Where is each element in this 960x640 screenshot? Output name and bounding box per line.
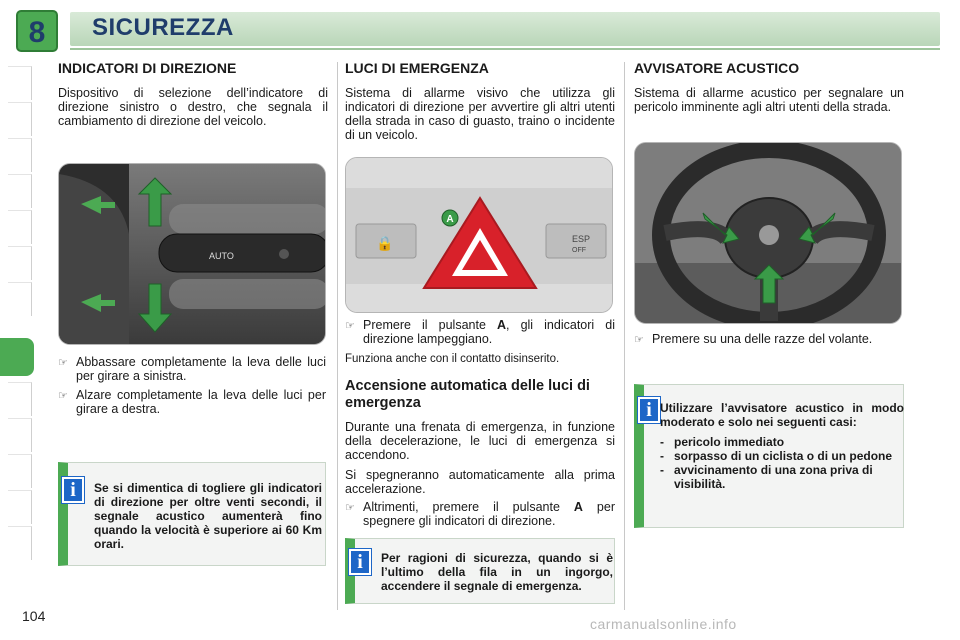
horn-title: AVVISATORE ACUSTICO	[634, 60, 800, 76]
chapter-tab[interactable]	[8, 102, 32, 136]
horn-info-list	[660, 435, 904, 491]
chapter-badge	[14, 8, 60, 54]
hazard-note: Funziona anche con il contatto disinserito.	[345, 353, 560, 365]
chapter-tab[interactable]	[8, 526, 32, 560]
hazard-section	[345, 60, 615, 142]
chapter-tab[interactable]	[8, 282, 32, 316]
hazard-title: LUCI DI EMERGENZA	[345, 60, 489, 76]
list-item: - avvicinamento di una zona priva di visibilità.	[660, 463, 873, 491]
auto-hazard-p2: Si spegneranno automaticamente alla prima accelerazione.	[345, 468, 615, 496]
auto-hazard-p1: Durante una frenata di emergenza, in funzione della decelerazione, le luci di emergenza si accendono.	[345, 420, 615, 462]
watermark: carmanualsonline.info	[590, 616, 737, 632]
direction-info-text: Se si dimentica di togliere gli indicatori di direzione per oltre venti secondi, il segnale acustico aumenterà fino quando la velocità è superiore ai 60 Km orari.	[94, 481, 322, 551]
direction-section	[58, 60, 328, 128]
chapter-tab[interactable]	[8, 138, 32, 172]
button-a-label: A	[446, 214, 454, 225]
esp-off-label: OFF	[572, 247, 586, 254]
chapter-tab[interactable]	[8, 210, 32, 244]
pointer-icon: ☞	[345, 320, 355, 332]
horn-section	[634, 60, 904, 114]
info-icon: i	[638, 397, 660, 423]
list-item: ☞ Premere il pulsante A, gli indicatori di direzione lampeggiano.	[345, 318, 615, 346]
pointer-icon: ☞	[345, 502, 355, 514]
direction-title: INDICATORI DI DIREZIONE	[58, 60, 237, 76]
hazard-instructions	[345, 318, 615, 528]
chapter-number: 8	[28, 16, 46, 49]
list-item: ☞ Alzare completamente la leva delle luci per girare a destra.	[58, 388, 326, 416]
chapter-tabs	[0, 66, 34, 586]
pointer-icon: ☞	[58, 357, 68, 369]
page-number: 104	[22, 608, 46, 624]
chapter-tab[interactable]	[8, 490, 32, 524]
info-icon: i	[62, 477, 84, 503]
chapter-tab[interactable]	[8, 418, 32, 452]
chapter-tab[interactable]	[8, 382, 32, 416]
chapter-tab[interactable]	[8, 246, 32, 280]
list-item: - pericolo immediato	[660, 435, 785, 449]
direction-instructions	[58, 355, 326, 416]
pointer-icon: ☞	[58, 390, 68, 402]
direction-intro: Dispositivo di selezione dell’indicatore di direzione sinistro o destro, che segnala il cambiamento di direzione del veicolo.	[58, 86, 328, 128]
horn-info-intro: Utilizzare l’avvisatore acustico in modo moderato e solo nei seguenti casi:	[660, 401, 904, 429]
brand-logo-icon	[759, 225, 779, 245]
column-divider	[337, 62, 338, 610]
chapter-tab[interactable]	[8, 454, 32, 488]
hazard-info-text: Per ragioni di sicurezza, quando si è l’ultimo della fila in un ingorgo, accendere il segnale di emergenza.	[381, 551, 613, 593]
info-icon: i	[349, 549, 371, 575]
chapter-tab[interactable]	[8, 174, 32, 208]
horn-instructions	[634, 332, 904, 347]
lock-icon: 🔒	[376, 235, 394, 251]
list-item: - sorpasso di un ciclista o di un pedone	[660, 449, 893, 463]
list-item: ☞ Altrimenti, premere il pulsante A per spegnere gli indicatori di direzione.	[345, 500, 615, 528]
esp-label: ESP	[572, 234, 591, 244]
horn-info-box	[634, 384, 904, 528]
chapter-tab-active[interactable]	[0, 338, 34, 376]
list-item: ☞ Abbassare completamente la leva delle luci per girare a sinistra.	[58, 355, 326, 383]
hazard-info-box	[345, 538, 615, 604]
page-title: SICUREZZA	[92, 14, 234, 41]
direction-info-box	[58, 462, 326, 566]
lever-auto-label: AUTO	[209, 251, 234, 261]
column-divider	[624, 62, 625, 610]
horn-intro: Sistema di allarme acustico per segnalare un pericolo imminente agli altri utenti della strada.	[634, 86, 904, 114]
steering-wheel-figure	[634, 142, 902, 324]
chapter-tab[interactable]	[8, 66, 32, 100]
hazard-intro: Sistema di allarme visivo che utilizza gli indicatori di direzione per avvertire gli altri utenti della strada in caso di guasto, traino o incidente di un veicolo.	[345, 86, 615, 142]
button-a-reference: A	[573, 500, 583, 514]
direction-lever-figure	[58, 163, 326, 345]
header-divider	[70, 48, 940, 50]
button-a-reference: A	[496, 318, 507, 332]
hazard-button-figure	[345, 157, 613, 313]
list-item: ☞ Premere su una delle razze del volante.	[634, 332, 873, 346]
pointer-icon: ☞	[634, 334, 644, 346]
auto-hazard-title: Accensione automatica delle luci di emergenza	[345, 378, 590, 411]
